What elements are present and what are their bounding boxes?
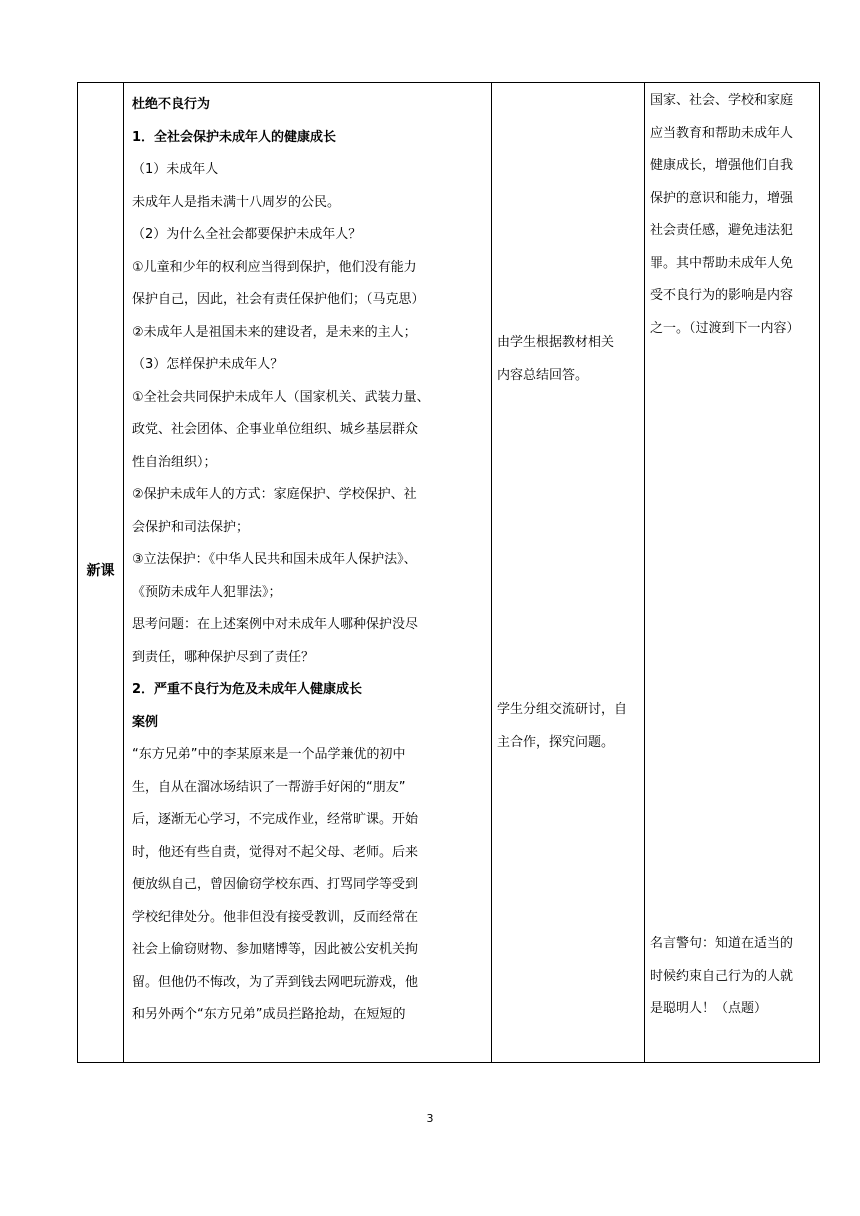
design-line: 罪。其中帮助未成年人免 [650, 255, 794, 271]
activity-line: 主合作，探究问题。 [497, 734, 615, 750]
content-column [124, 83, 491, 1062]
content-line: ②保护未成年人的方式：家庭保护、学校保护、社 [132, 487, 417, 502]
content-line: 《预防未成年人犯罪法》； [132, 584, 282, 600]
content-heading: 案例 [132, 714, 159, 730]
content-line: “东方兄弟”中的李某原来是一个品学兼优的初中 [132, 747, 406, 762]
design-line: 受不良行为的影响是内容 [650, 288, 794, 303]
content-line: 未成年人是指未满十八周岁的公民。 [132, 194, 341, 210]
lesson-stage-label: 新课 [86, 563, 115, 579]
content-heading: 1．全社会保护未成年人的健康成长 [132, 129, 337, 145]
activity-line: 学生分组交流研讨，自 [497, 702, 628, 717]
content-line: 思考问题：在上述案例中对未成年人哪种保护没尽 [132, 617, 419, 632]
content-line: 生，自从在溜冰场结识了一帮游手好闲的“朋友” [132, 779, 406, 795]
content-line: 和另外两个“东方兄弟”成员拦路抢劫，在短短的 [132, 1007, 406, 1022]
page-number: 3 [426, 1112, 434, 1125]
design-line: 名言警句：知道在适当的 [650, 936, 794, 951]
content-line: 到责任，哪种保护尽到了责任？ [132, 649, 315, 665]
design-line: 时候约束自己行为的人就 [650, 968, 794, 984]
student-activity-column [492, 83, 644, 1062]
content-line: 会保护和司法保护； [132, 519, 250, 535]
content-heading: 杜绝不良行为 [132, 97, 211, 112]
activity-note-1 [497, 327, 614, 392]
content-line: 留。但他仍不悔改，为了弄到钱去网吧玩游戏，他 [132, 974, 419, 990]
content-line: （2）为什么全社会都要保护未成年人？ [132, 227, 362, 242]
content-line: ③立法保护：《中华人民共和国未成年人保护法》、 [132, 552, 417, 567]
design-line: 健康成长，增强他们自我 [650, 158, 794, 173]
content-heading: 2．严重不良行为危及未成年人健康成长 [132, 682, 363, 697]
content-line: 后，逐渐无心学习，不完成作业，经常旷课。开始 [132, 812, 419, 827]
design-line: 国家、社会、学校和家庭 [650, 93, 794, 108]
content-line: ①儿童和少年的权利应当得到保护，他们没有能力 [132, 259, 417, 275]
lesson-table [77, 82, 820, 1063]
design-note-2 [650, 928, 793, 1026]
design-line: 保护的意识和能力，增强 [650, 190, 794, 206]
activity-line: 由学生根据教材相关 [497, 335, 615, 350]
design-line: 社会责任感，避免违法犯 [650, 223, 794, 238]
content-line: 性自治组织）； [132, 454, 217, 470]
activity-note-2 [497, 694, 627, 759]
design-intent-column [645, 83, 820, 1062]
design-line: 之一。（过渡到下一内容） [650, 320, 800, 336]
content-line: 便放纵自己，曾因偷窃学校东西、打骂同学等受到 [132, 877, 419, 892]
content-line: （3）怎样保护未成年人？ [132, 357, 284, 372]
content-line: 社会上偷窃财物、参加赌博等，因此被公安机关拘 [132, 942, 419, 957]
content-line: ②未成年人是祖国未来的建设者，是未来的主人； [132, 324, 417, 340]
design-line: 应当教育和帮助未成年人 [650, 125, 794, 141]
content-line: 时，他还有些自责，觉得对不起父母、老师。后来 [132, 844, 419, 860]
content-line: 保护自己，因此，社会有责任保护他们；（马克思） [132, 292, 425, 307]
design-note-1 [650, 85, 800, 345]
content-line: （1）未成年人 [132, 162, 219, 177]
activity-line: 内容总结回答。 [497, 367, 589, 383]
content-line: 学校纪律处分。他非但没有接受教训，反而经常在 [132, 909, 419, 925]
content-line: 政党、社会团体、企事业单位组织、城乡基层群众 [132, 422, 419, 437]
content-line: ①全社会共同保护未成年人（国家机关、武装力量、 [132, 389, 430, 405]
design-line: 是聪明人！（点题） [650, 1001, 768, 1016]
